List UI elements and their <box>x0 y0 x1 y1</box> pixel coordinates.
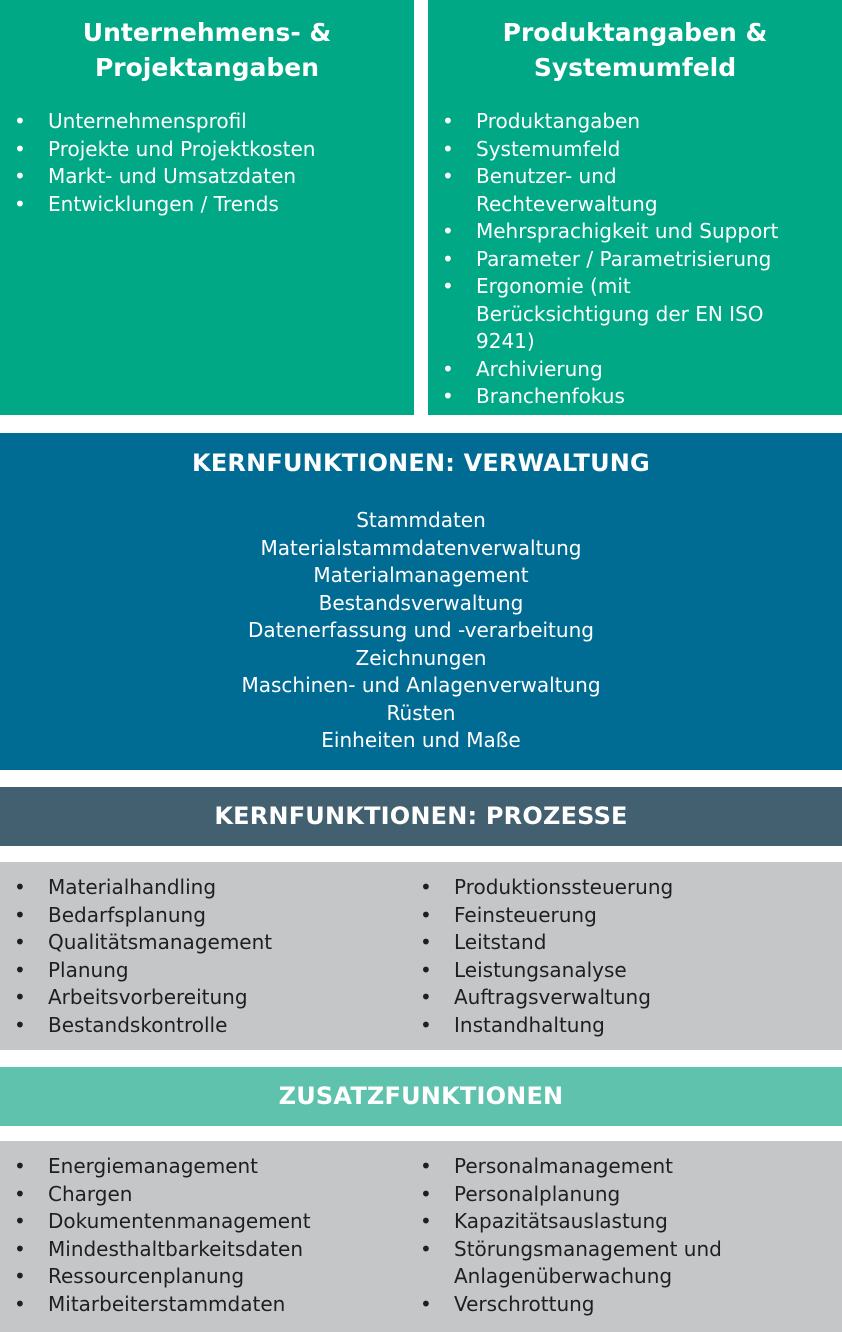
list-item: Maschinen- und Anlagenverwaltung <box>241 673 601 697</box>
prozesse-left-list <box>14 874 404 1039</box>
list-item: • Chargen <box>14 1181 404 1209</box>
list-item: Zeichnungen <box>355 645 487 670</box>
product-box <box>428 0 842 415</box>
list-item: • Unternehmensprofil <box>14 108 414 136</box>
list-item: • Störungsmanagement und Anlagenüberwachung <box>420 1236 770 1291</box>
list-item: • Materialhandling <box>14 874 404 902</box>
product-box-title: Produktangaben & Systemumfeld <box>502 18 768 82</box>
list-item: • Instandhaltung <box>420 1012 830 1040</box>
list-item: • Verschrottung <box>420 1291 770 1319</box>
list-item: • Systemumfeld <box>442 136 812 164</box>
prozesse-header <box>0 787 842 846</box>
list-item: • Ressourcenplanung <box>14 1263 404 1291</box>
list-item: • Bestandskontrolle <box>14 1012 404 1040</box>
zusatz-right-list <box>420 1153 770 1318</box>
verwaltung-title: KERNFUNKTIONEN: VERWALTUNG <box>192 449 650 477</box>
list-item: • Personalplanung <box>420 1181 770 1209</box>
list-item: • Archivierung <box>442 356 812 384</box>
list-item: • Bedarfsplanung <box>14 902 404 930</box>
prozesse-body <box>0 862 842 1050</box>
list-item: Einheiten und Maße <box>321 728 521 752</box>
list-item: • Arbeitsvorbereitung <box>14 984 404 1012</box>
list-item: Bestandsverwaltung <box>318 590 524 615</box>
list-item: Materialstammdatenverwaltung <box>260 535 582 560</box>
list-item: • Leistungsanalyse <box>420 957 830 985</box>
prozesse-title: KERNFUNKTIONEN: PROZESSE <box>214 802 628 830</box>
list-item: • Produktangaben <box>442 108 812 136</box>
product-list <box>428 108 842 411</box>
list-item: • Entwicklungen / Trends <box>14 191 414 219</box>
verwaltung-list <box>0 507 842 755</box>
list-item: • Ergonomie (mit Berücksichtigung der EN ISO 9241) <box>442 273 812 356</box>
company-list <box>0 108 414 218</box>
list-item: Rüsten <box>386 700 456 725</box>
verwaltung-box <box>0 433 842 770</box>
zusatz-body <box>0 1141 842 1332</box>
prozesse-right-list <box>420 874 830 1039</box>
list-item: • Branchenfokus <box>442 383 812 411</box>
list-item: • Mitarbeiterstammdaten <box>14 1291 404 1319</box>
list-item: • Leitstand <box>420 929 830 957</box>
list-item: Datenerfassung und -verarbeitung <box>248 618 594 642</box>
list-item: • Energiemanagement <box>14 1153 404 1181</box>
list-item: • Feinsteuerung <box>420 902 830 930</box>
list-item: • Auftragsverwaltung <box>420 984 830 1012</box>
company-box <box>0 0 414 415</box>
list-item: • Markt- und Umsatzdaten <box>14 163 414 191</box>
company-box-title: Unternehmens- & Projektangaben <box>82 18 332 82</box>
list-item: • Dokumentenmanagement <box>14 1208 404 1236</box>
list-item: • Kapazitätsauslastung <box>420 1208 770 1236</box>
list-item: Materialmanagement <box>313 563 529 587</box>
list-item: • Benutzer- und Rechteverwaltung <box>442 163 812 218</box>
list-item: Stammdaten <box>356 508 486 532</box>
zusatz-title: ZUSATZFUNKTIONEN <box>278 1082 564 1110</box>
zusatz-left-list <box>14 1153 404 1318</box>
list-item: • Parameter / Parametrisierung <box>442 246 812 274</box>
list-item: • Qualitätsmanagement <box>14 929 404 957</box>
zusatz-header <box>0 1067 842 1126</box>
list-item: • Planung <box>14 957 404 985</box>
list-item: • Produktionssteuerung <box>420 874 830 902</box>
list-item: • Personalmanagement <box>420 1153 770 1181</box>
list-item: • Projekte und Projektkosten <box>14 136 414 164</box>
list-item: • Mindesthaltbarkeitsdaten <box>14 1236 404 1264</box>
list-item: • Mehrsprachigkeit und Support <box>442 218 812 246</box>
